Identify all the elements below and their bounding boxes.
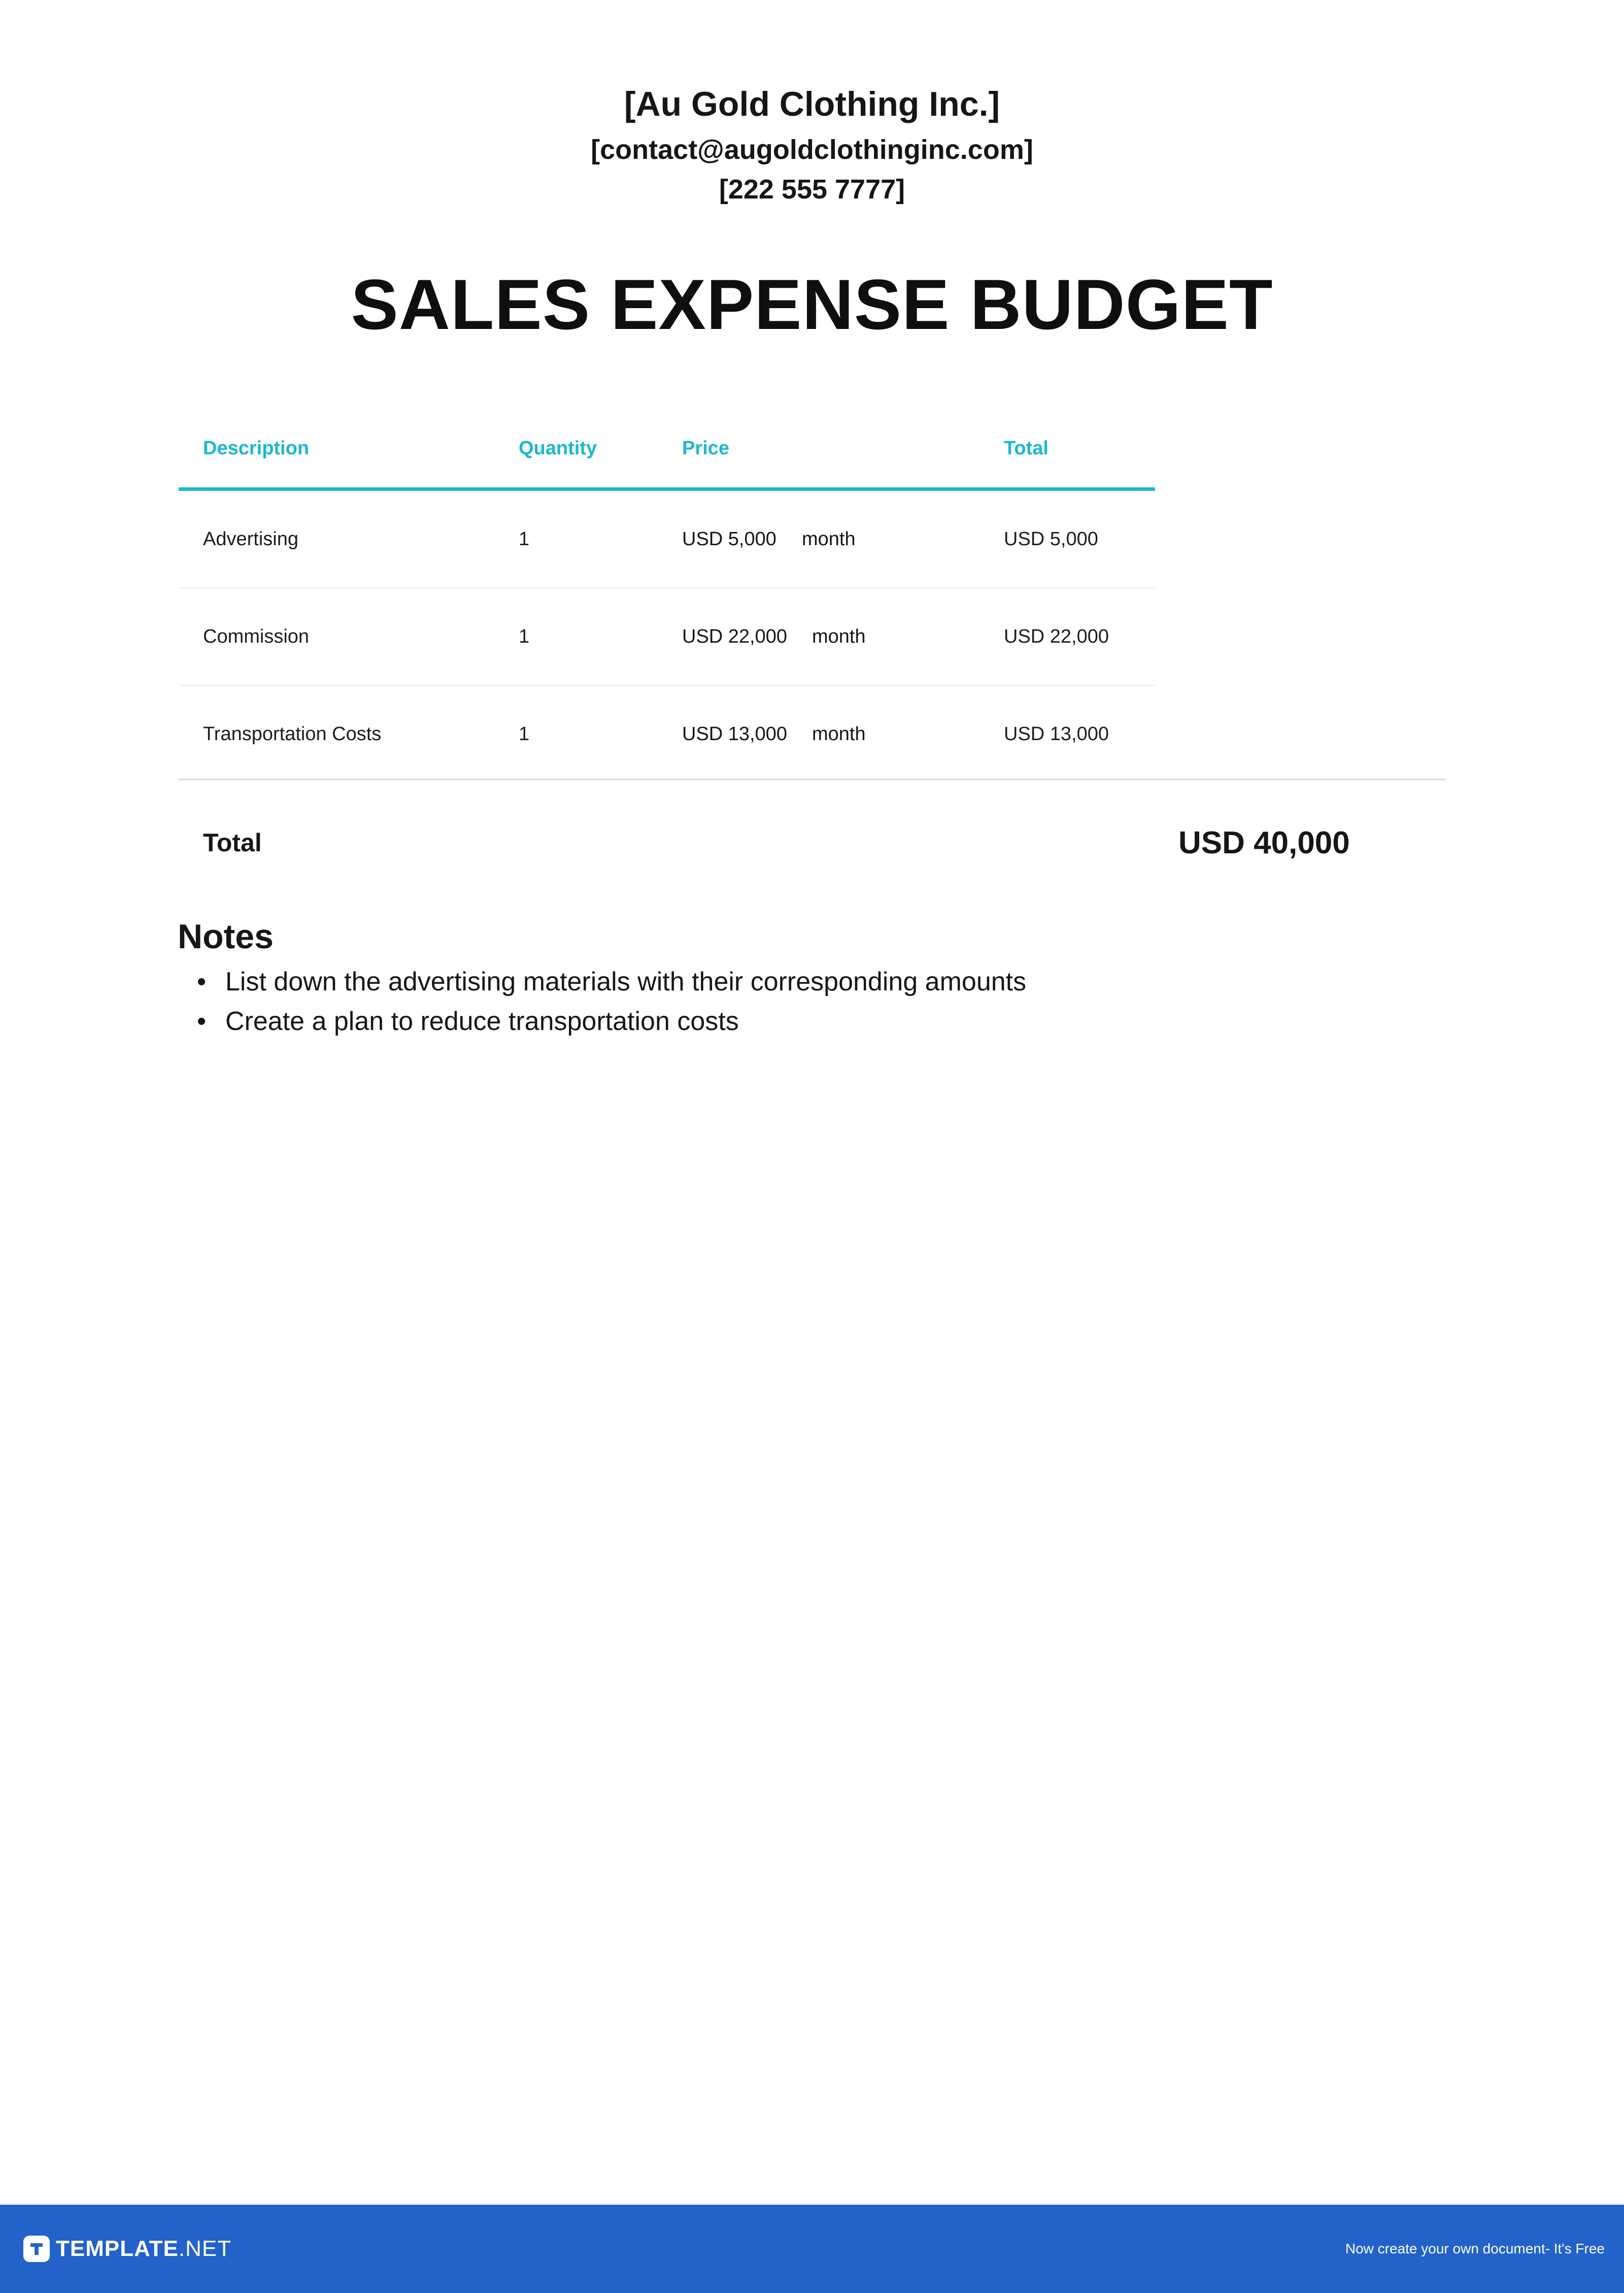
row-price-amount: USD 13,000 [682,723,788,745]
bullet-icon: • [197,1007,207,1036]
logo-text-bold: TEMPLATE [56,2236,179,2261]
logo-text-suffix: .NET [178,2236,232,2261]
notes-heading: Notes [178,917,274,956]
company-phone: [222 555 7777] [719,174,905,205]
table-row [179,588,1155,686]
row-price [682,491,987,587]
row-total: USD 13,000 [1004,723,1109,745]
company-name: [Au Gold Clothing Inc.] [624,85,1000,123]
row-quantity: 1 [519,723,530,745]
note-text: List down the advertising materials with their corresponding amounts [225,967,1027,996]
row-price-unit: month [802,528,856,550]
row-price-amount: USD 5,000 [682,528,776,550]
header-description: Description [203,438,310,459]
bullet-icon: • [197,967,207,996]
list-item [195,962,1026,1002]
company-email: [contact@augoldclothinginc.com] [591,135,1033,165]
row-price-unit: month [812,723,866,745]
footer-banner [0,2205,1624,2293]
row-price [682,588,987,685]
row-total: USD 5,000 [1004,528,1098,550]
header-total: Total [1004,438,1048,459]
note-text: Create a plan to reduce transportation costs [225,1007,739,1036]
row-price-amount: USD 22,000 [682,626,788,647]
template-net-logo[interactable] [23,2234,231,2264]
table-row [179,686,1155,782]
row-quantity: 1 [519,528,530,550]
row-description: Commission [203,626,310,647]
logo-text [56,2234,231,2264]
row-description: Advertising [203,528,298,550]
table-header [179,410,1155,491]
grand-total-label: Total [203,828,262,857]
expense-table [179,410,1155,782]
row-price [682,686,987,782]
header-price: Price [682,438,729,459]
list-item [195,1002,1026,1041]
table-row [179,491,1155,588]
header-quantity: Quantity [519,438,597,459]
row-total: USD 22,000 [1004,626,1109,647]
footer-cta-link[interactable]: Now create your own document- It's Free [1345,2241,1605,2256]
template-logo-icon [23,2236,50,2262]
row-price-unit: month [812,626,866,647]
row-quantity: 1 [519,626,530,647]
notes-list [195,962,1026,1041]
row-description: Transportation Costs [203,723,382,745]
total-divider [179,779,1445,780]
grand-total-value: USD 40,000 [1178,825,1350,860]
document-title: SALES EXPENSE BUDGET [351,264,1273,344]
